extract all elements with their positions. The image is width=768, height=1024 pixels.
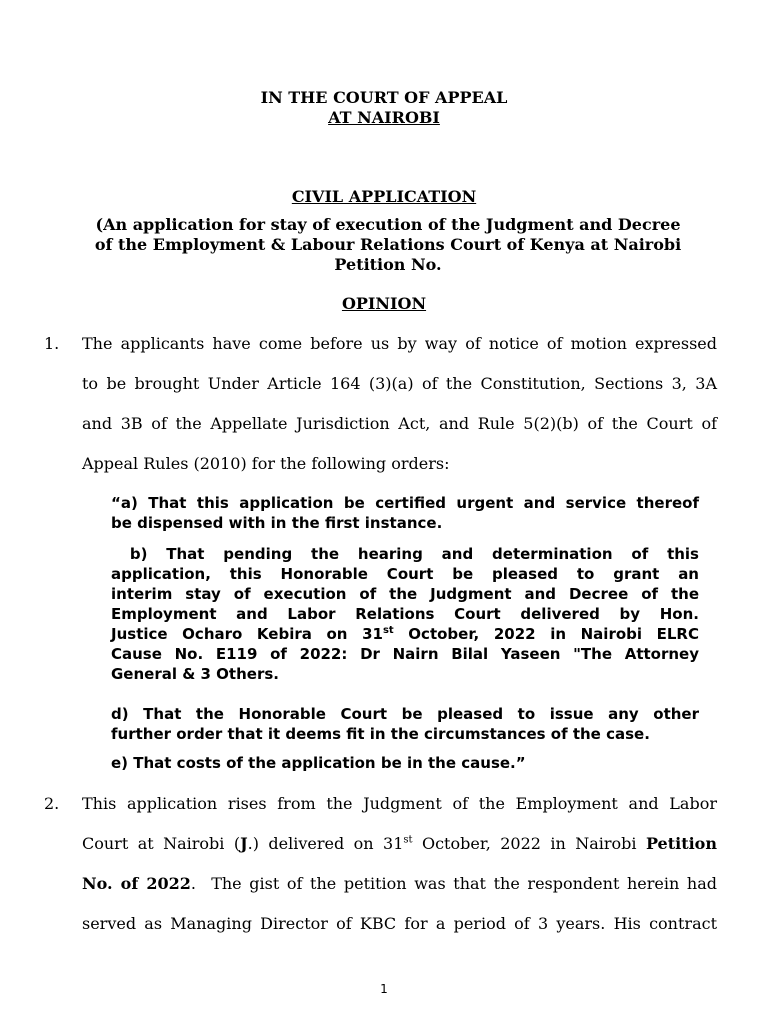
order-a: “a) That this application be certified urgent and service thereof be dispensed with in the first instance. — [111, 494, 699, 532]
page-number: 1 — [380, 982, 388, 996]
court-title: IN THE COURT OF APPEAL — [260, 88, 508, 107]
paragraph-number: 2. — [44, 794, 60, 813]
paragraph-1: The applicants have come before us by way of notice of motion expressed to be brought Under Article 164 (3)(a) of the Constitution, Sections 3, 3A and 3B of the Appellate Jurisdiction Act, and Rule 5(2)(b) of the Court of Appeal Rules (2010) for the following orders: — [82, 334, 717, 473]
paragraph-2: This application rises from the Judgment of the Employment and Labor Court at Nairobi (J.) delivered on 31st October, 2022 in Nairobi Petition No. of 2022. The gist of the petition was that the respondent herein had served as Managing Director of KBC for a period of 3 years. His contract — [82, 794, 718, 933]
order-b: b) That pending the hearing and determination of this application, this Honorable Court be pleased to grant an interim stay of execution of the Judgment and Decree of the Employment and Labor Relations Court delivered by Hon. Justice Ocharo Kebira on 31st October, 2022 in Nairobi ELRC Cause No. E119 of 2022: Dr Nairn Bilal Yaseen "The Attorney General & 3 Others. — [111, 545, 699, 683]
section-heading: OPINION — [341, 294, 427, 313]
application-description: (An application for stay of execution of the Judgment and Decree of the Employment & Labour Relations Court of Kenya at Nairobi Petition No. — [94, 215, 682, 274]
application-type: CIVIL APPLICATION — [291, 187, 477, 206]
order-d: d) That the Honorable Court be pleased to issue any other further order that it deems fit in the circumstances of the case. — [111, 705, 699, 743]
order-e: e) That costs of the application be in the cause.” — [111, 754, 526, 772]
court-location: AT NAIROBI — [328, 108, 440, 127]
paragraph-number: 1. — [44, 334, 60, 353]
